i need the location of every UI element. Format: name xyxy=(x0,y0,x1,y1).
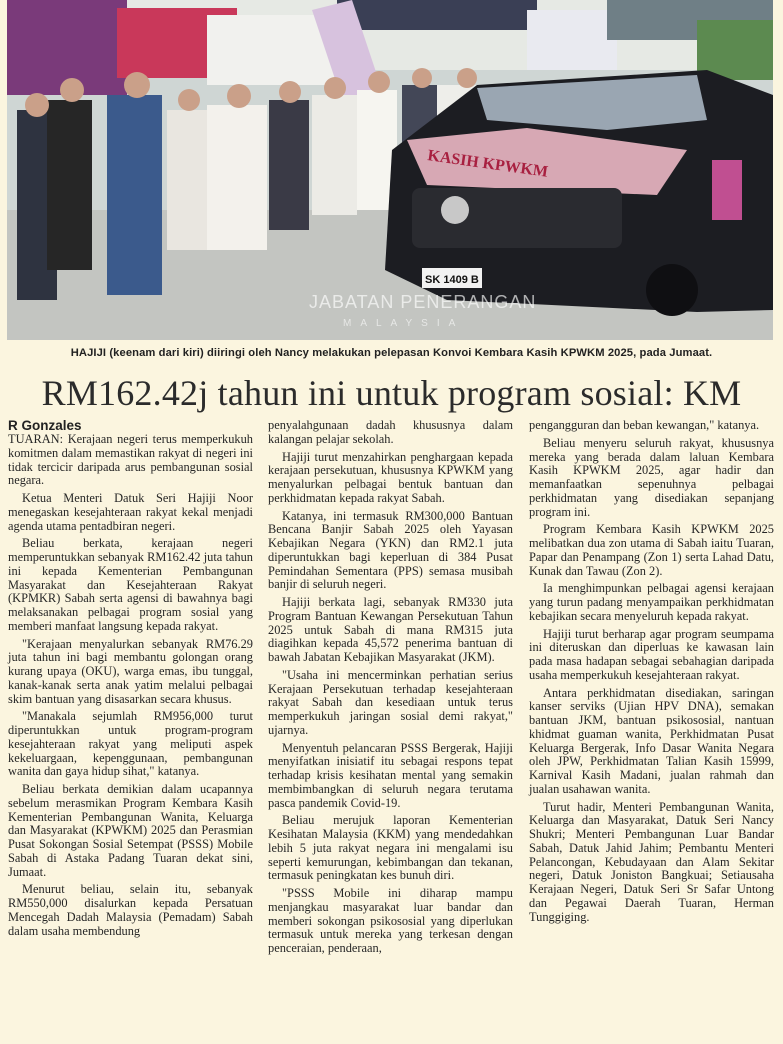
paragraph: "Kerajaan menyalurkan sebanyak RM76.29 juta tahun ini bagi membantu golongan orang kurang upaya (OKU), warga emas, ibu tunggal, kanak-kanak serta anak yatim melalui pelbagai skim bantuan yang disasarkan secara khusus. xyxy=(8,636,253,706)
paragraph: Antara perkhidmatan disediakan, saringan kanser serviks (Ujian HPV DNA), semakan bantuan JKM, bantuan psikososial, nantuan khidmat guaman wanita, Perkhidmatan Pusat Keluarga Bergerak, Info Dasar Wanita Negara oleh JPW, Perkhidmatan Talian Kasih 15999, Karnival Kasih Madani, jualan rahmah dan jualan usahawan wanita. xyxy=(529,685,774,796)
paragraph: Hajiji turut menzahirkan penghargaan kepada kerajaan persekutuan, khususnya KPWKM yang menyalurkan pelbagai bentuk bantuan dan perkhidmatan kepada rakyat Sabah. xyxy=(268,449,513,505)
paragraph: "PSSS Mobile ini diharap mampu menjangkau masyarakat luar bandar dan memberi sokongan psikososial yang diperlukan termasuk untuk mereka yang terkesan dengan penceraian, penderaan, xyxy=(268,886,513,955)
paragraph: "Manakala sejumlah RM956,000 turut diperuntukkan untuk program-program kesejahteraan rakyat yang meliputi aspek kekeluargaan, kepenggunaan, pembangunan wanita dan gaya hidup sihat," katanya. xyxy=(8,709,253,779)
paragraph: Menurut beliau, selain itu, sebanyak RM550,000 disalurkan kepada Persatuan Mencegah Dadah Malaysia (Pemadam) Sabah dalam usaha membendung xyxy=(8,882,253,938)
article-column-3 xyxy=(529,419,774,928)
paragraph: Hajiji turut berharap agar program seumpama ini diteruskan dan diperluas ke kawasan lain pada masa hadapan sebagai sebahagian daripada usaha memperkukuh kesejahteraan rakyat. xyxy=(529,626,774,682)
paragraph: pengangguran dan beban kewangan," katanya. xyxy=(529,418,760,432)
paragraph: Beliau menyeru seluruh rakyat, khususnya mereka yang berada dalam laluan Kembara Kasih KPWKM 2025, agar hadir dan memanfaatkan sepenuhnya pelbagai perkhidmatan yang disediakan sepanjang program ini. xyxy=(529,435,774,519)
paragraph: Hajiji berkata lagi, sebanyak RM330 juta Program Bantuan Kewangan Persekutuan Tahun 2025 untuk Sabah di mana RM315 juta diagihkan kepada 45,572 penerima bantuan di bawah Jabatan Kebajikan Masyarakat (JKM). xyxy=(268,595,513,664)
paragraph: penyalahgunaan dadah khususnya dalam kalangan pelajar sekolah. xyxy=(268,418,513,446)
paragraph: Beliau berkata, kerajaan negeri memperuntukkan sebanyak RM162.42 juta tahun ini kepada Kementerian Pembangunan Masyarakat dan Kesejahteraan Rakyat (KPMKR) Sabah serta agensi di bawahnya bagi melaksanakan pelbagai program sosial yang memberi manfaat langsung kepada rakyat. xyxy=(8,536,253,633)
paragraph: Beliau berkata demikian dalam ucapannya sebelum merasmikan Program Kembara Kasih Kementerian Pembangunan Wanita, Keluarga dan Masyarakat (KPWKM) 2025 dan Perasmian Pusat Sokongan Sosial Setempat (PSSS) Mobile Sabah di Astaka Padang Tuaran dekat sini, Jumaat. xyxy=(8,782,253,879)
paragraph: Katanya, ini termasuk RM300,000 Bantuan Bencana Banjir Sabah 2025 oleh Yayasan Kebajikan Negara (YKN) dan RM2.1 juta diperuntukkan bagi keperluan di 384 Pusat Pemindahan Sementara (PPS) semasa musibah banjir di seluruh negeri. xyxy=(268,508,513,592)
photo-watermark-sub: MALAYSIA xyxy=(343,318,465,329)
license-plate: SK 1409 B xyxy=(425,274,479,286)
article-column-1 xyxy=(8,433,253,942)
paragraph: Menyentuh pelancaran PSSS Bergerak, Hajiji menyifatkan inisiatif itu sebagai respons tepat terhadap krisis kesihatan mental yang semakin membimbangkan di seluruh negara terutama pasca pandemik Covid-19. xyxy=(268,740,513,810)
article-column-2 xyxy=(268,419,513,960)
photo-watermark: JABATAN PENERANGAN xyxy=(309,292,537,312)
hood-banner-text: KASIH KPWKM xyxy=(426,147,549,181)
paragraph: Beliau merujuk laporan Kementerian Kesihatan Malaysia (KKM) yang mendedahkan lebih 5 juta rakyat negara ini mengalami isu seperti kemurungan, kebimbangan dan tekanan, termasuk peningkatan kes bunuh diri. xyxy=(268,813,513,883)
paragraph: TUARAN: Kerajaan negeri terus memperkukuh komitmen dalam memastikan rakyat di negeri ini tidak tercicir daripada arus pembangunan sosial negara. xyxy=(8,432,253,488)
news-photo xyxy=(7,0,773,340)
article-byline: R Gonzales xyxy=(8,418,82,433)
convoy-launch-photo xyxy=(7,0,773,340)
paragraph: Turut hadir, Menteri Pembangunan Wanita, Keluarga dan Masyarakat, Datuk Seri Nancy Shukri; Menteri Pembangunan Luar Bandar Sabah, Datuk Jahid Jahim; Pembantu Menteri Pelancongan, Kebudayaan dan Alam Sekitar negeri, Datuk Joniston Bangkuai; Setiausaha Kerajaan Negeri, Datuk Seri Sr Safar Untong dan Pegawai Daerah Tuaran, Herman Tunggiging. xyxy=(529,799,774,924)
paragraph: "Usaha ini mencerminkan perhatian serius Kerajaan Persekutuan terhadap kesejahteraan rakyat Sabah dan kesediaan untuk terus memperkukuh jaringan sosial demi rakyat," ujarnya. xyxy=(268,667,513,737)
paragraph: Ketua Menteri Datuk Seri Hajiji Noor menegaskan kesejahteraan rakyat kekal menjadi agenda utama pentadbiran negeri. xyxy=(8,491,253,533)
paragraph: Program Kembara Kasih KPWKM 2025 melibatkan dua zon utama di Sabah iaitu Tuaran, Papar dan Penampang (Zon 1) serta Lahad Datu, Kunak dan Tawau (Zon 2). xyxy=(529,522,774,578)
photo-caption: HAJIJI (keenam dari kiri) diiringi oleh Nancy melakukan pelepasan Konvoi Kembara Kasih KPWKM 2025, pada Jumaat. xyxy=(70,347,713,359)
paragraph: Ia menghimpunkan pelbagai agensi kerajaan yang turun padang menyampaikan perkhidmatan kebajikan secara menyeluruh kepada rakyat. xyxy=(529,581,774,623)
article-headline: RM162.42j tahun ini untuk program sosial: KM xyxy=(41,373,742,413)
